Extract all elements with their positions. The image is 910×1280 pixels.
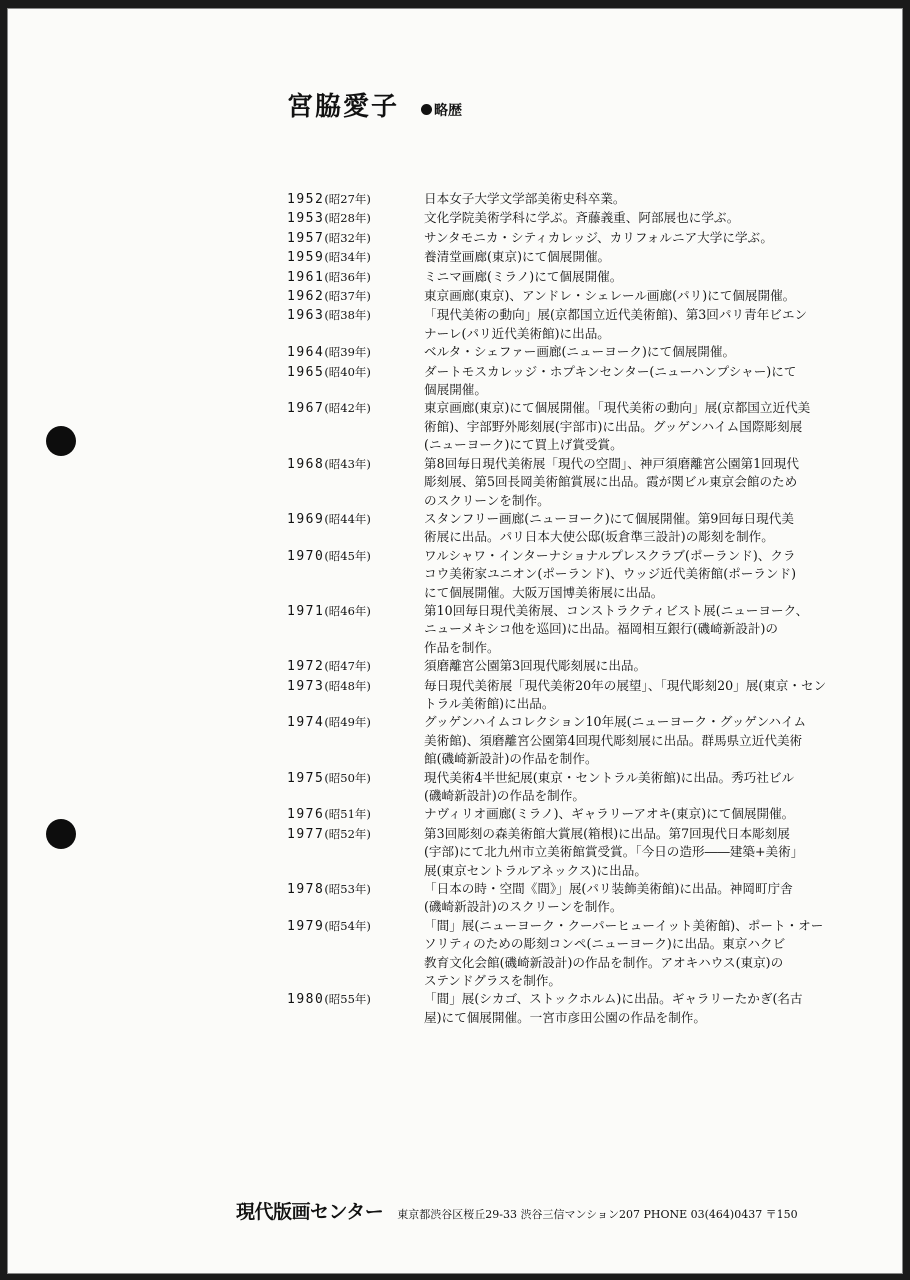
bio-entry — [287, 306, 837, 343]
description-line: 「現代美術の動向」展(京都国立近代美術館)、第3回パリ青年ビエン — [424, 307, 808, 323]
year-number: 1970 — [287, 548, 325, 564]
entry-description — [424, 343, 837, 362]
binder-hole-top — [46, 426, 76, 456]
description-line: サンタモニカ・シティカレッジ、カリフォルニア大学に学ぶ。 — [424, 229, 773, 245]
description-line: ミニマ画廊(ミラノ)にて個展開催。 — [424, 268, 623, 284]
section-label — [421, 100, 462, 120]
year-era: (昭38年) — [324, 308, 371, 323]
bio-entry — [287, 510, 837, 547]
year-era: (昭53年) — [324, 882, 371, 897]
year-era: (昭55年) — [324, 992, 371, 1007]
year-era: (昭36年) — [324, 269, 371, 284]
bio-entry — [287, 677, 837, 714]
year-number: 1964 — [287, 345, 325, 361]
entry-description — [424, 287, 837, 306]
year-era: (昭42年) — [324, 401, 371, 416]
entry-year — [287, 657, 424, 676]
entry-description — [424, 990, 837, 1027]
description-line: コウ美術家ユニオン(ポーランド)、ウッジ近代美術館(ポーランド) — [424, 566, 797, 582]
entry-description — [424, 657, 837, 676]
year-era: (昭54年) — [324, 918, 371, 933]
description-line: 展(東京セントラルアネックス)に出品。 — [424, 862, 647, 878]
bio-entry — [287, 209, 837, 228]
description-line: 須磨離宮公園第3回現代彫刻展に出品。 — [424, 658, 647, 674]
bio-entry — [287, 917, 837, 991]
description-line: 現代美術4半世紀展(東京・セントラル美術館)に出品。秀巧社ビル — [424, 769, 795, 785]
entry-year — [287, 209, 424, 228]
description-line: トラル美術館)に出品。 — [424, 695, 555, 711]
description-line: 文化学院美術学科に学ぶ。斉藤義重、阿部展也に学ぶ。 — [424, 210, 740, 226]
description-line: ワルシャワ・インターナショナルプレスクラブ(ポーランド)、クラ — [424, 547, 796, 563]
entry-year — [287, 769, 424, 806]
entry-description — [424, 229, 837, 248]
entry-description — [424, 363, 837, 400]
description-line: 第3回彫刻の森美術館大賞展(箱根)に出品。第7回現代日本彫刻展 — [424, 825, 790, 841]
bio-entry — [287, 229, 837, 248]
year-number: 1967 — [287, 401, 325, 417]
year-era: (昭44年) — [324, 511, 371, 526]
publisher-footer — [236, 1197, 798, 1224]
description-line: ダートモスカレッジ・ホプキンセンター(ニューハンプシャー)にて — [424, 363, 797, 379]
description-line: 術館)、宇部野外彫刻展(宇部市)に出品。グッゲンハイム国際彫刻展 — [424, 418, 803, 434]
bio-entry — [287, 805, 837, 824]
entry-year — [287, 229, 424, 248]
bio-entry — [287, 190, 837, 209]
bio-entry — [287, 769, 837, 806]
year-era: (昭47年) — [324, 659, 371, 674]
description-line: ナヴィリオ画廊(ミラノ)、ギャラリーアオキ(東京)にて個展開催。 — [424, 806, 795, 822]
bullet-icon — [421, 104, 432, 115]
bio-entry — [287, 657, 837, 676]
entry-description — [424, 547, 837, 602]
entry-description — [424, 248, 837, 267]
entry-description — [424, 602, 837, 657]
entry-year — [287, 880, 424, 917]
description-line: 「日本の時・空間《間》」展(パリ装飾美術館)に出品。神岡町庁舎 — [424, 881, 793, 897]
entry-description — [424, 825, 837, 880]
description-line: 屋)にて個展開催。一宮市彦田公園の作品を制作。 — [424, 1009, 706, 1025]
entry-year — [287, 399, 424, 454]
bio-entry — [287, 602, 837, 657]
entry-description — [424, 880, 837, 917]
publisher-address: 東京都渋谷区桜丘29-33 渋谷三信マンション207 PHONE 03(464)0437 〒150 — [397, 1208, 798, 1221]
entry-description — [424, 677, 837, 714]
description-line: スタンフリー画廊(ニューヨーク)にて個展開催。第9回毎日現代美 — [424, 510, 794, 526]
year-era: (昭37年) — [324, 289, 371, 304]
entry-description — [424, 917, 837, 991]
description-line: 教育文化会館(磯崎新設計)の作品を制作。アオキハウス(東京)の — [424, 954, 784, 970]
year-number: 1978 — [287, 882, 325, 898]
description-line: 作品を制作。 — [424, 639, 500, 655]
year-number: 1963 — [287, 308, 325, 324]
description-line: にて個展開催。大阪万国博美術展に出品。 — [424, 584, 664, 600]
year-era: (昭46年) — [324, 603, 371, 618]
year-number: 1961 — [287, 269, 325, 285]
year-number: 1962 — [287, 289, 325, 305]
description-line: ニューメキシコ他を巡回)に出品。福岡相互銀行(磯崎新設計)の — [424, 621, 779, 637]
bio-entry — [287, 455, 837, 510]
entry-description — [424, 805, 837, 824]
description-line: (宇部)にて北九州市立美術館賞受賞。「今日の造形――建築+美術」 — [424, 844, 804, 860]
entry-year — [287, 825, 424, 880]
bio-entry — [287, 287, 837, 306]
year-number: 1979 — [287, 918, 325, 934]
year-number: 1975 — [287, 770, 325, 786]
entry-year — [287, 510, 424, 547]
year-number: 1969 — [287, 511, 325, 527]
description-line: 「間」展(ニューヨーク・クーパーヒューイット美術館)、ポート・オー — [424, 917, 824, 933]
bio-entry — [287, 343, 837, 362]
year-era: (昭40年) — [324, 364, 371, 379]
description-line: 日本女子大学文学部美術史科卒業。 — [424, 191, 626, 206]
description-line: 「間」展(シカゴ、ストックホルム)に出品。ギャラリーたかぎ(名古 — [424, 991, 803, 1007]
year-number: 1968 — [287, 456, 325, 472]
year-era: (昭45年) — [324, 548, 371, 563]
year-number: 1971 — [287, 603, 325, 619]
year-number: 1980 — [287, 992, 325, 1008]
year-number: 1974 — [287, 715, 325, 731]
bio-entry — [287, 990, 837, 1027]
year-number: 1957 — [287, 230, 325, 246]
entry-year — [287, 602, 424, 657]
year-era: (昭52年) — [324, 826, 371, 841]
year-number: 1976 — [287, 807, 325, 823]
entry-description — [424, 510, 837, 547]
year-era: (昭43年) — [324, 456, 371, 471]
entry-year — [287, 306, 424, 343]
entry-description — [424, 268, 837, 287]
description-line: (磯崎新設計)のスクリーンを制作。 — [424, 899, 623, 915]
page-title — [287, 86, 462, 123]
entry-year — [287, 805, 424, 824]
publisher-name: 現代版画センター — [236, 1201, 384, 1223]
description-line: グッゲンハイムコレクション10年展(ニューヨーク・グッゲンハイム — [424, 714, 807, 730]
entry-year — [287, 455, 424, 510]
bio-entry — [287, 880, 837, 917]
description-line: 美術館)、須磨離宮公園第4回現代彫刻展に出品。群馬県立近代美術 — [424, 732, 803, 748]
year-era: (昭48年) — [324, 678, 371, 693]
description-line: 東京画廊(東京)、アンドレ・シェレール画廊(パリ)にて個展開催。 — [424, 288, 796, 304]
year-era: (昭51年) — [324, 807, 371, 822]
bio-entry — [287, 399, 837, 454]
description-line: 館(磯崎新設計)の作品を制作。 — [424, 751, 598, 767]
entry-description — [424, 713, 837, 768]
description-line: 東京画廊(東京)にて個展開催。「現代美術の動向」展(京都国立近代美 — [424, 400, 811, 416]
year-era: (昭34年) — [324, 250, 371, 265]
entry-year — [287, 363, 424, 400]
year-number: 1972 — [287, 659, 325, 675]
year-era: (昭39年) — [324, 345, 371, 360]
description-line: ベルタ・シェファー画廊(ニューヨーク)にて個展開催。 — [424, 344, 736, 360]
description-line: 彫刻展、第5回長岡美術館賞展に出品。霞が関ビル東京会館のため — [424, 474, 798, 490]
year-era: (昭32年) — [324, 230, 371, 245]
description-line: ステンドグラスを制作。 — [424, 973, 562, 989]
artist-name: 宮脇愛子 — [287, 92, 400, 122]
description-line: 第8回毎日現代美術展「現代の空間」、神戸須磨離宮公園第1回現代 — [424, 455, 799, 471]
entry-year — [287, 268, 424, 287]
description-line: 毎日現代美術展「現代美術20年の展望」、「現代彫刻20」展(東京・セン — [424, 677, 827, 693]
year-era: (昭27年) — [324, 192, 371, 206]
description-line: 養清堂画廊(東京)にて個展開催。 — [424, 249, 611, 265]
description-line: ソリティのための彫刻コンペ(ニューヨーク)に出品。東京ハクビ — [424, 936, 786, 952]
entry-description — [424, 190, 837, 209]
year-number: 1952 — [287, 192, 325, 207]
entry-year — [287, 547, 424, 602]
entry-year — [287, 677, 424, 714]
description-line: (磯崎新設計)の作品を制作。 — [424, 788, 585, 803]
entry-description — [424, 306, 837, 343]
entry-year — [287, 917, 424, 991]
entry-year — [287, 713, 424, 768]
entry-year — [287, 248, 424, 267]
year-number: 1965 — [287, 364, 325, 380]
biography-list — [287, 190, 837, 1027]
year-era: (昭50年) — [324, 770, 371, 785]
year-number: 1977 — [287, 826, 325, 842]
bio-entry — [287, 363, 837, 400]
description-line: のスクリーンを制作。 — [424, 492, 550, 508]
entry-year — [287, 190, 424, 209]
year-number: 1959 — [287, 250, 325, 266]
entry-year — [287, 287, 424, 306]
entry-description — [424, 455, 837, 510]
entry-description — [424, 399, 837, 454]
year-number: 1973 — [287, 678, 325, 694]
description-line: 個展開催。 — [424, 382, 487, 398]
bio-entry — [287, 825, 837, 880]
bio-entry — [287, 713, 837, 768]
description-line: ナーレ(パリ近代美術館)に出品。 — [424, 325, 610, 341]
entry-description — [424, 209, 837, 228]
bio-entry — [287, 547, 837, 602]
section-label-text: 略歴 — [434, 102, 463, 119]
binder-hole-bottom — [46, 819, 76, 849]
entry-description — [424, 769, 837, 806]
year-number: 1953 — [287, 211, 325, 227]
entry-year — [287, 343, 424, 362]
entry-year — [287, 990, 424, 1027]
description-line: 第10回毎日現代美術展、コンストラクティビスト展(ニューヨーク、 — [424, 602, 809, 618]
year-era: (昭28年) — [324, 211, 371, 226]
bio-entry — [287, 248, 837, 267]
bio-entry — [287, 268, 837, 287]
year-era: (昭49年) — [324, 715, 371, 730]
description-line: (ニューヨーク)にて買上げ賞受賞。 — [424, 437, 623, 453]
description-line: 術展に出品。パリ日本大使公邸(坂倉準三設計)の彫刻を制作。 — [424, 529, 774, 545]
